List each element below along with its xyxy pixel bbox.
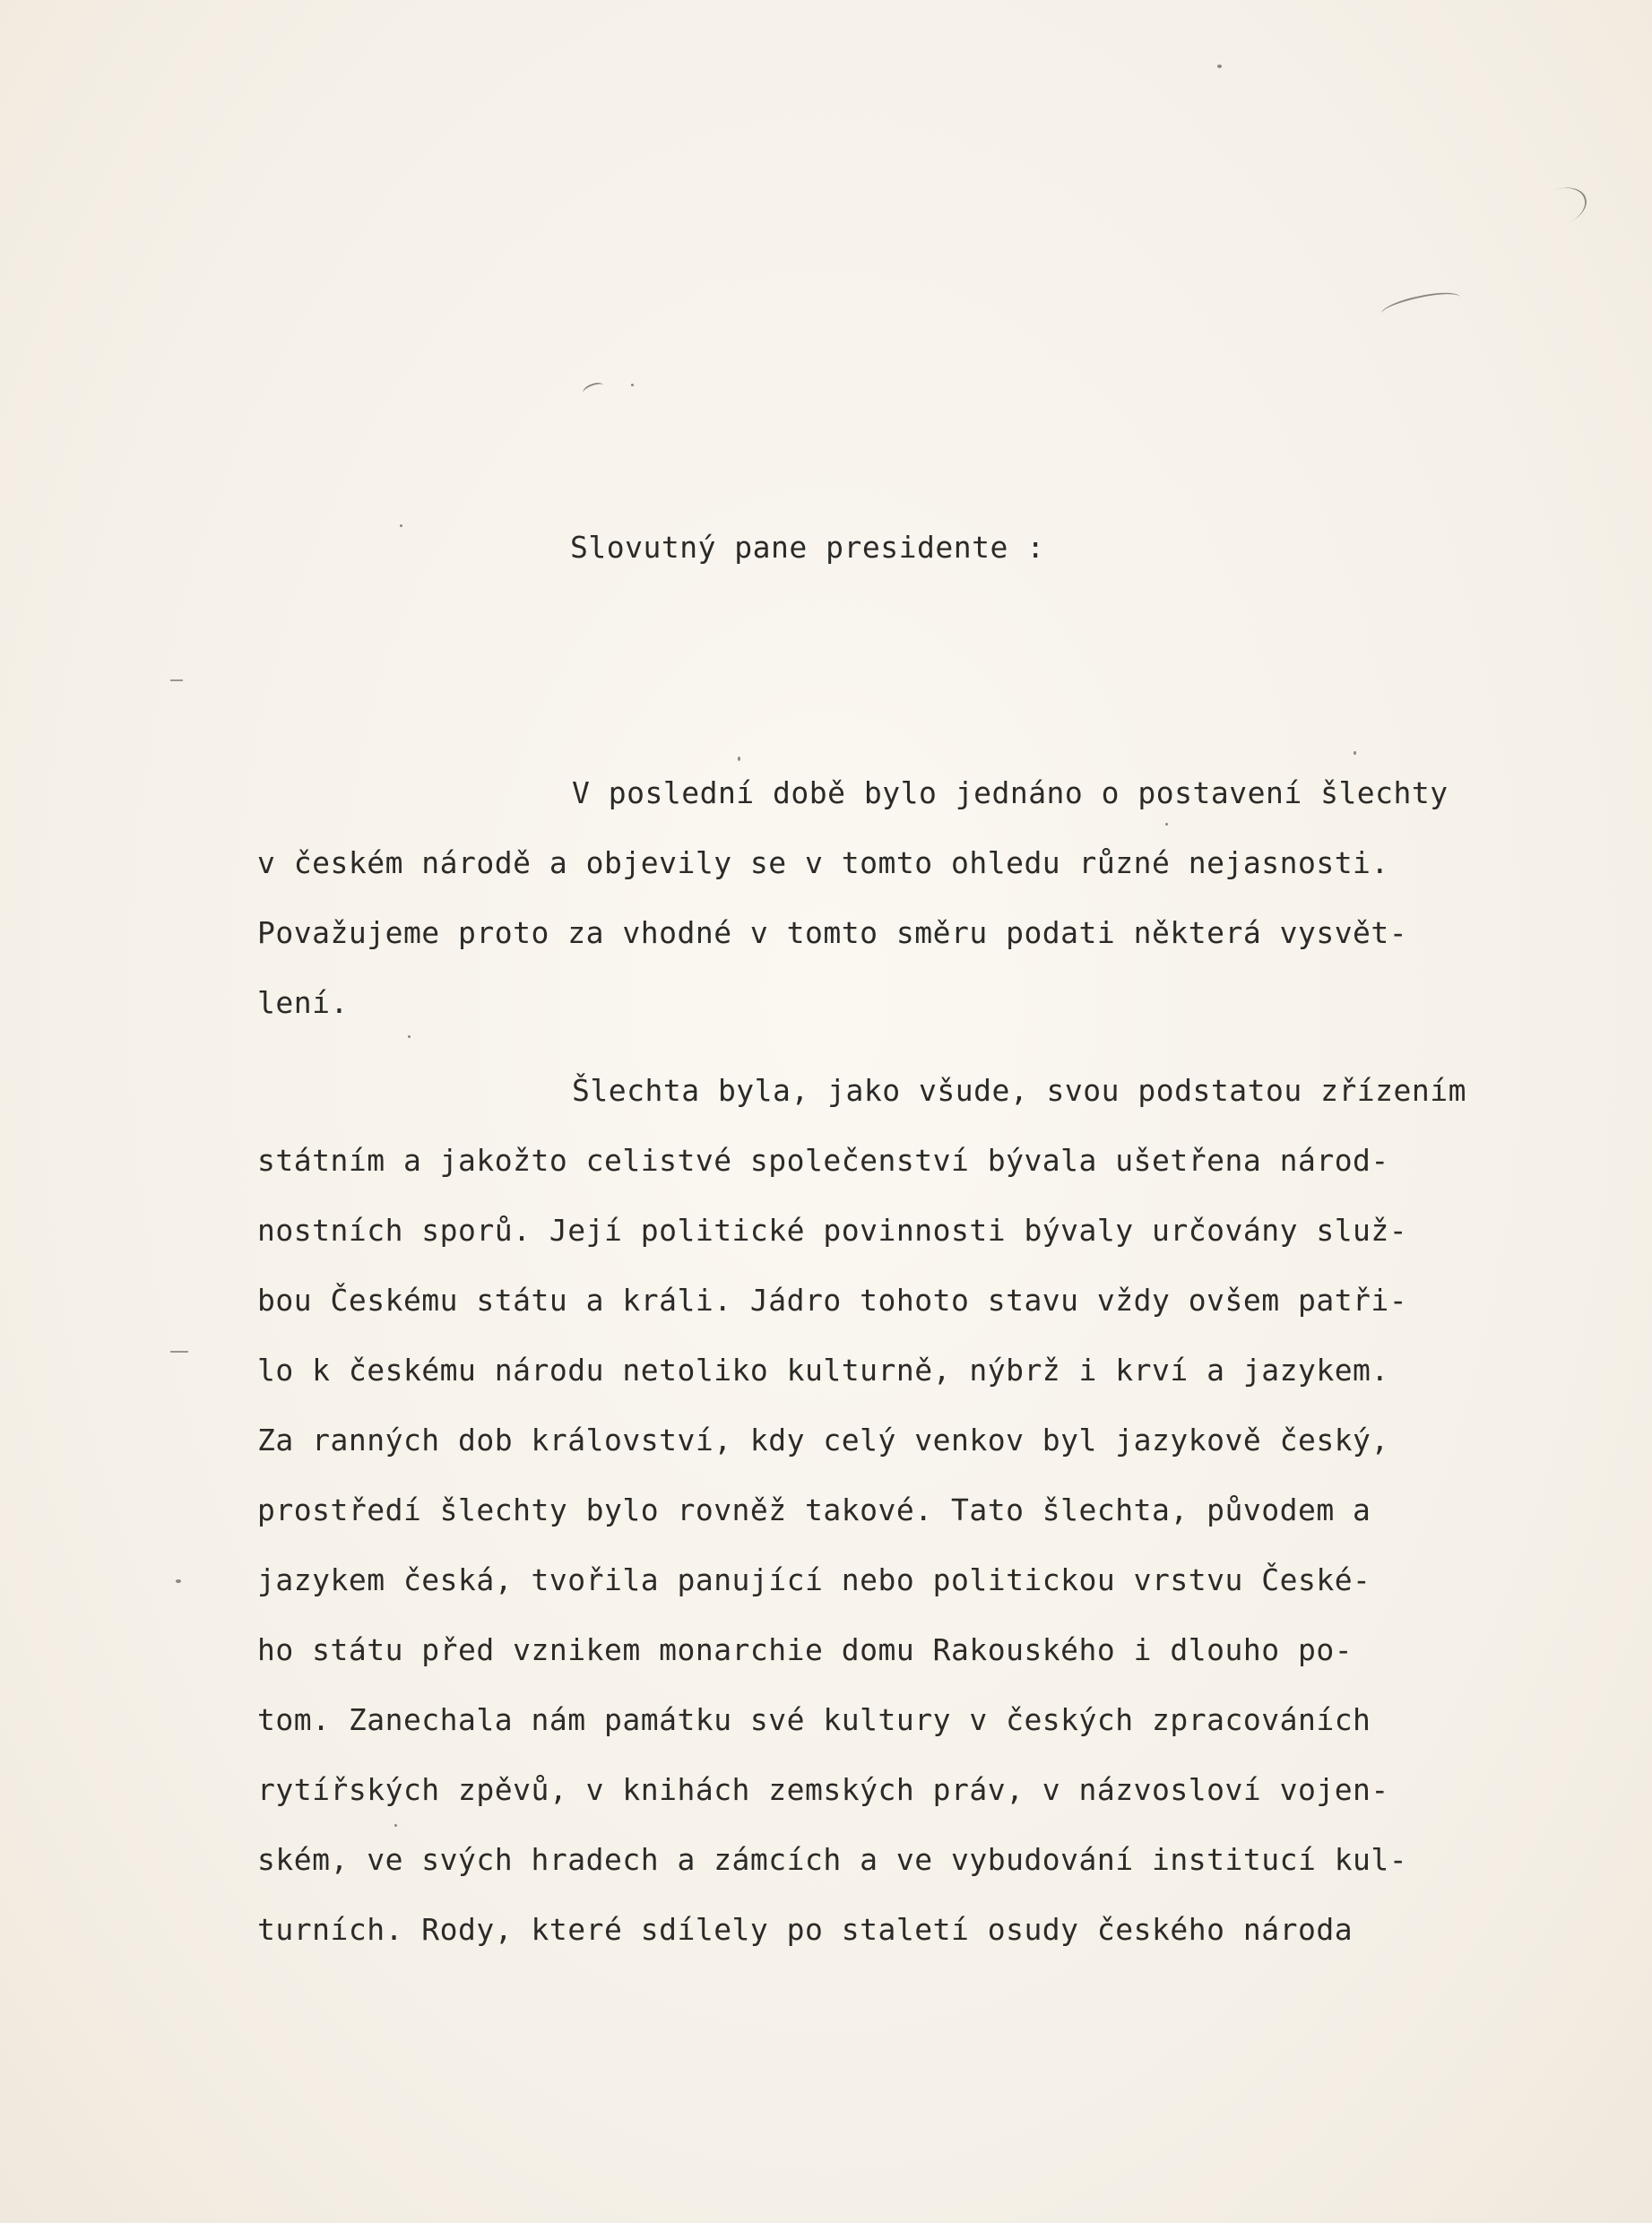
paper-speck [400, 524, 402, 527]
paper-speck [176, 1579, 181, 1583]
paragraph-line: ském, ve svých hradech a zámcích a ve vybudování institucí kul- [257, 1842, 1408, 1877]
paragraph-line: V poslední době bylo jednáno o postavení šlechty [572, 775, 1449, 810]
paper-speck [394, 1824, 397, 1827]
paragraph-line: bou Českému státu a králi. Jádro tohoto stavu vždy ovšem patři- [257, 1283, 1408, 1318]
paper-speck [631, 384, 634, 386]
letter-salutation: Slovutný pane presidente : [570, 530, 1045, 565]
paragraph-line: tom. Zanechala nám památku své kultury v českých zpracováních [257, 1702, 1371, 1737]
paper-crease-mark [1380, 288, 1463, 324]
paper-speck [1217, 65, 1222, 68]
paper-speck [738, 757, 740, 761]
margin-dash [170, 679, 183, 681]
paragraph-line: v českém národě a objevily se v tomto ohledu různé nejasnosti. [257, 845, 1389, 880]
paper-crease-mark [1527, 181, 1592, 234]
paper-speck [1354, 751, 1356, 755]
paragraph-line: lení. [257, 985, 349, 1020]
paragraph-line: Za ranných dob království, kdy celý venkov byl jazykově český, [257, 1423, 1389, 1457]
paragraph-line: lo k českému národu netoliko kulturně, nýbrž i krví a jazykem. [257, 1353, 1389, 1388]
paragraph-line: rytířských zpěvů, v knihách zemských práv, v názvosloví vojen- [257, 1772, 1389, 1807]
paragraph-line: jazykem česká, tvořila panující nebo politickou vrstvu České- [257, 1562, 1371, 1597]
paragraph-line: nostních sporů. Její politické povinnosti bývaly určovány služ- [257, 1213, 1408, 1248]
margin-dash [170, 1351, 188, 1353]
paragraph-line: ho státu před vznikem monarchie domu Rakouského i dlouho po- [257, 1632, 1354, 1667]
paper-crease-mark [582, 380, 606, 397]
paragraph-line: státním a jakožto celistvé společenství bývala ušetřena národ- [257, 1143, 1389, 1178]
paragraph-line: Považujeme proto za vhodné v tomto směru podati některá vysvět- [257, 915, 1408, 950]
paragraph-line: turních. Rody, které sdílely po staletí osudy českého národa [257, 1912, 1354, 1947]
paragraph-line: Šlechta byla, jako všude, svou podstatou zřízením [572, 1073, 1467, 1108]
paper-speck [1165, 823, 1168, 826]
paper-speck [408, 1035, 411, 1038]
paragraph-line: prostředí šlechty bylo rovněž takové. Tato šlechta, původem a [257, 1492, 1371, 1527]
